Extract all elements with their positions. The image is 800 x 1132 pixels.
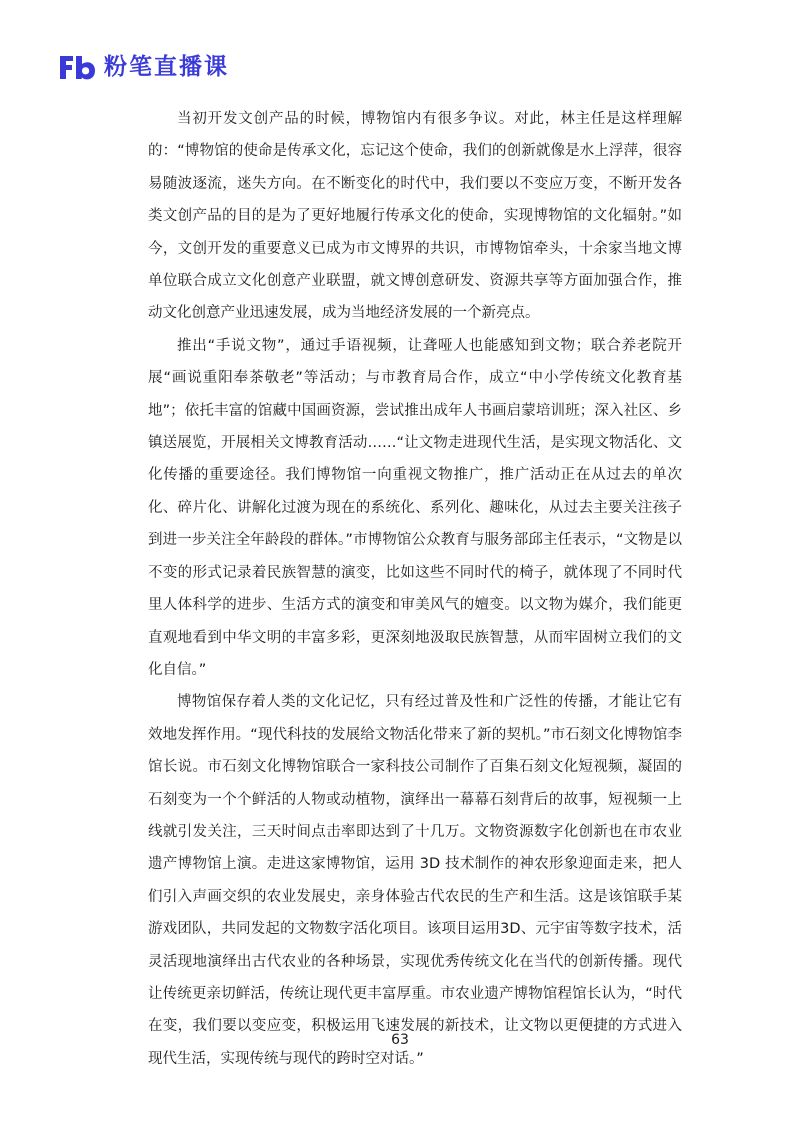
- paragraph: 当初开发文创产品的时候，博物馆内有很多争议。对此，林主任是这样理解的：“博物馆的使命是传承文化，忘记这个使命，我们的创新就像是水上浮萍，很容易随波逐流，迷失方向。在不断变化的时代中，我们要以不变应万变，不断开发各类文创产品的目的是为了更好地履行传承文化的使命，实现博物馆的文化辐射。”如今，文创开发的重要意义已成为市文博界的共识，市博物馆牵头，十余家当地文博单位联合成立文化创意产业联盟，就文博创意研发、资源共享等方面加强合作，推动文化创意产业迅速发展，成为当地经济发展的一个新亮点。: [148, 111, 682, 322]
- fb-logo-icon: [58, 52, 96, 82]
- page-number: 63: [391, 1032, 409, 1048]
- paragraph: 博物馆保存着人类的文化记忆，只有经过普及性和广泛性的传播，才能让它有效地发挥作用。“现代科技的发展给文物活化带来了新的契机。”市石刻文化博物馆李馆长说。市石刻文化博物馆联合一家科技公司制作了百集石刻文化短视频，凝固的石刻变为一个个鲜活的人物或动植物，演绎出一幕幕石刻背后的故事，短视频一上线就引发关注，三天时间点击率即达到了十几万。文物资源数字化创新也在市农业遗产博物馆上演。走进这家博物馆，运用 3D 技术制作的神农形象迎面走来，把人们引入声画交织的农业发展史，亲身体验古代农民的生产和生活。这是该馆联手某游戏团队，共同发起的文物数字活化项目。该项目运用3D、元宇宙等数字技术，活灵活现地演绎出古代农业的各种场景，实现优秀传统文化在当代的创新传播。现代让传统更亲切鲜活，传统让现代更丰富厚重。市农业遗产博物馆程馆长认为，“时代在变，我们要以变应变，积极运用飞速发展的新技术，让文物以更便捷的方式进入现代生活，实现传统与现代的跨时空对话。”: [148, 694, 682, 1067]
- paragraph: 推出“手说文物”，通过手语视频，让聋哑人也能感知到文物；联合养老院开展“画说重阳奉茶敬老”等活动；与市教育局合作，成立“中小学传统文化教育基地”；依托丰富的馆藏中国画资源，尝试推出成年人书画启蒙培训班；深入社区、乡镇送展览，开展相关文博教育活动……“让文物走进现代生活，是实现文物活化、文化传播的重要途径。我们博物馆一向重视文物推广，推广活动正在从过去的单次化、碎片化、讲解化过渡为现在的系统化、系列化、趣味化，从过去主要关注孩子到进一步关注全年龄段的群体。”市博物馆公众教育与服务部邱主任表示，“文物是以不变的形式记录着民族智慧的演变，比如这些不同时代的椅子，就体现了不同时代里人体科学的进步、生活方式的演变和审美风气的嬗变。以文物为媒介，我们能更直观地看到中华文明的丰富多彩，更深刻地汲取民族智慧，从而牢固树立我们的文化自信。”: [148, 337, 682, 678]
- brand-logo: [58, 52, 229, 82]
- logo-text: 粉笔直播课: [104, 54, 229, 80]
- article-body: [148, 103, 682, 1075]
